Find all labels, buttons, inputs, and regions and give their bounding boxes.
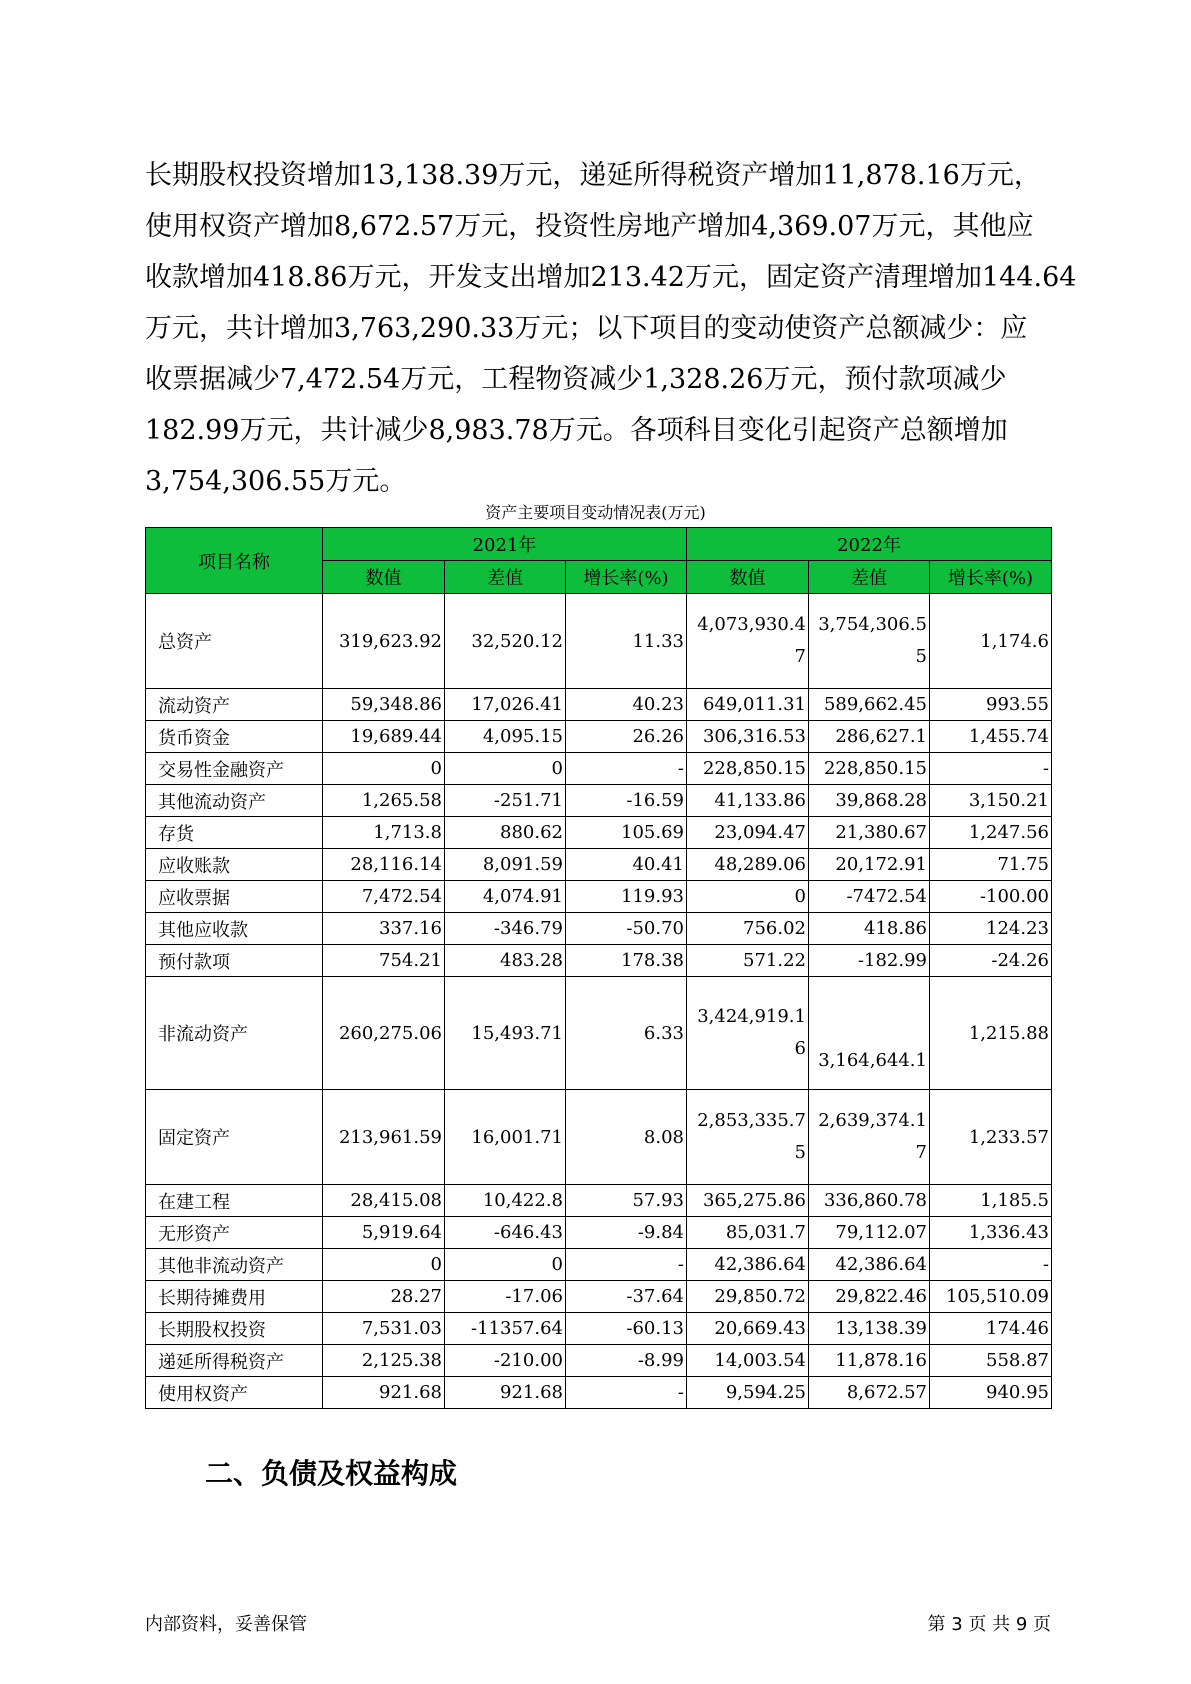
cell-value-2021: 1,265.58 xyxy=(323,785,445,817)
row-label: 交易性金融资产 xyxy=(146,753,323,785)
cell-rate-2021: - xyxy=(566,753,687,785)
cell-value-2021: 7,472.54 xyxy=(323,881,445,913)
cell-value-2022: 9,594.25 xyxy=(687,1377,809,1409)
cell-value-2022: 85,031.7 xyxy=(687,1217,809,1249)
subheader-rate-2022: 增长率(%) xyxy=(930,561,1052,594)
header-item-name: 项目名称 xyxy=(146,528,323,594)
header-year-2021: 2021年 xyxy=(323,528,687,561)
row-label: 其他应收款 xyxy=(146,913,323,945)
cell-rate-2021: -60.13 xyxy=(566,1313,687,1345)
cell-value-2021: 59,348.86 xyxy=(323,689,445,721)
cell-value-2022: 20,669.43 xyxy=(687,1313,809,1345)
cell-diff-2022: 11,878.16 xyxy=(809,1345,930,1377)
cell-rate-2022: 71.75 xyxy=(930,849,1052,881)
table-row xyxy=(146,1313,1052,1345)
cell-rate-2021: 26.26 xyxy=(566,721,687,753)
table-row xyxy=(146,1281,1052,1313)
cell-value-2022: 649,011.31 xyxy=(687,689,809,721)
cell-value-2021: 1,713.8 xyxy=(323,817,445,849)
cell-rate-2022: - xyxy=(930,1249,1052,1281)
cell-rate-2021: 8.08 xyxy=(566,1090,687,1185)
cell-value-2022: 365,275.86 xyxy=(687,1185,809,1217)
cell-rate-2022: 124.23 xyxy=(930,913,1052,945)
cell-diff-2021: 0 xyxy=(445,753,566,785)
row-label: 总资产 xyxy=(146,594,323,689)
cell-value-2021: 754.21 xyxy=(323,945,445,977)
cell-rate-2022: 105,510.09 xyxy=(930,1281,1052,1313)
cell-diff-2021: 483.28 xyxy=(445,945,566,977)
cell-rate-2022: 993.55 xyxy=(930,689,1052,721)
cell-diff-2022: 29,822.46 xyxy=(809,1281,930,1313)
cell-rate-2021: -37.64 xyxy=(566,1281,687,1313)
cell-diff-2022: 3,164,644.1 xyxy=(809,977,930,1090)
subheader-value-2021: 数值 xyxy=(323,561,445,594)
row-label: 存货 xyxy=(146,817,323,849)
cell-rate-2021: -50.70 xyxy=(566,913,687,945)
cell-value-2022: 3,424,919.16 xyxy=(687,977,809,1090)
table-row xyxy=(146,1217,1052,1249)
cell-value-2022: 756.02 xyxy=(687,913,809,945)
cell-rate-2022: - xyxy=(930,753,1052,785)
cell-value-2022: 42,386.64 xyxy=(687,1249,809,1281)
table-row xyxy=(146,977,1052,1090)
cell-diff-2021: 8,091.59 xyxy=(445,849,566,881)
cell-value-2021: 213,961.59 xyxy=(323,1090,445,1185)
cell-value-2021: 319,623.92 xyxy=(323,594,445,689)
cell-value-2022: 48,289.06 xyxy=(687,849,809,881)
cell-diff-2022: 39,868.28 xyxy=(809,785,930,817)
cell-value-2021: 0 xyxy=(323,1249,445,1281)
cell-rate-2022: 558.87 xyxy=(930,1345,1052,1377)
cell-value-2022: 306,316.53 xyxy=(687,721,809,753)
cell-rate-2021: -9.84 xyxy=(566,1217,687,1249)
cell-rate-2022: 3,150.21 xyxy=(930,785,1052,817)
cell-diff-2021: 16,001.71 xyxy=(445,1090,566,1185)
cell-rate-2021: 40.41 xyxy=(566,849,687,881)
row-label: 长期股权投资 xyxy=(146,1313,323,1345)
table-row xyxy=(146,1345,1052,1377)
cell-rate-2022: 1,455.74 xyxy=(930,721,1052,753)
cell-diff-2021: -17.06 xyxy=(445,1281,566,1313)
subheader-diff-2021: 差值 xyxy=(445,561,566,594)
row-label: 长期待摊费用 xyxy=(146,1281,323,1313)
cell-value-2021: 28,415.08 xyxy=(323,1185,445,1217)
table-row xyxy=(146,689,1052,721)
row-label: 无形资产 xyxy=(146,1217,323,1249)
cell-diff-2021: 4,095.15 xyxy=(445,721,566,753)
row-label: 货币资金 xyxy=(146,721,323,753)
cell-diff-2022: 8,672.57 xyxy=(809,1377,930,1409)
cell-value-2022: 29,850.72 xyxy=(687,1281,809,1313)
cell-value-2022: 14,003.54 xyxy=(687,1345,809,1377)
cell-rate-2022: 1,215.88 xyxy=(930,977,1052,1090)
row-label: 预付款项 xyxy=(146,945,323,977)
cell-value-2021: 28.27 xyxy=(323,1281,445,1313)
cell-value-2022: 41,133.86 xyxy=(687,785,809,817)
cell-rate-2021: - xyxy=(566,1249,687,1281)
cell-rate-2021: 40.23 xyxy=(566,689,687,721)
cell-diff-2021: 4,074.91 xyxy=(445,881,566,913)
cell-diff-2022: 2,639,374.17 xyxy=(809,1090,930,1185)
cell-value-2022: 4,073,930.47 xyxy=(687,594,809,689)
row-label: 使用权资产 xyxy=(146,1377,323,1409)
cell-diff-2021: -646.43 xyxy=(445,1217,566,1249)
cell-value-2021: 5,919.64 xyxy=(323,1217,445,1249)
row-label: 固定资产 xyxy=(146,1090,323,1185)
cell-rate-2021: -16.59 xyxy=(566,785,687,817)
table-row xyxy=(146,913,1052,945)
body-paragraph xyxy=(145,150,1077,507)
cell-diff-2021: 17,026.41 xyxy=(445,689,566,721)
cell-diff-2022: 418.86 xyxy=(809,913,930,945)
table-row xyxy=(146,881,1052,913)
paragraph-line: 使用权资产增加8,672.57万元，投资性房地产增加4,369.07万元，其他应 xyxy=(145,211,1034,242)
cell-diff-2021: 880.62 xyxy=(445,817,566,849)
table-row xyxy=(146,1249,1052,1281)
cell-value-2022: 0 xyxy=(687,881,809,913)
subheader-rate-2021: 增长率(%) xyxy=(566,561,687,594)
cell-rate-2022: -100.00 xyxy=(930,881,1052,913)
paragraph-line: 长期股权投资增加13,138.39万元，递延所得税资产增加11,878.16万元， xyxy=(145,160,1041,191)
cell-diff-2022: -182.99 xyxy=(809,945,930,977)
paragraph-line: 3,754,306.55万元。 xyxy=(145,466,407,497)
cell-rate-2022: 174.46 xyxy=(930,1313,1052,1345)
table-row xyxy=(146,594,1052,689)
cell-rate-2022: 1,185.5 xyxy=(930,1185,1052,1217)
cell-diff-2022: -7472.54 xyxy=(809,881,930,913)
cell-rate-2022: 1,233.57 xyxy=(930,1090,1052,1185)
cell-diff-2021: 15,493.71 xyxy=(445,977,566,1090)
table-row xyxy=(146,753,1052,785)
cell-rate-2022: 940.95 xyxy=(930,1377,1052,1409)
table-row xyxy=(146,785,1052,817)
cell-rate-2022: 1,336.43 xyxy=(930,1217,1052,1249)
table-row xyxy=(146,1377,1052,1409)
cell-diff-2022: 20,172.91 xyxy=(809,849,930,881)
cell-diff-2021: -210.00 xyxy=(445,1345,566,1377)
cell-diff-2021: 921.68 xyxy=(445,1377,566,1409)
cell-rate-2022: 1,174.6 xyxy=(930,594,1052,689)
paragraph-line: 收票据减少7,472.54万元，工程物资减少1,328.26万元，预付款项减少 xyxy=(145,364,1007,395)
paragraph-line: 收款增加418.86万元，开发支出增加213.42万元，固定资产清理增加144.64 xyxy=(145,262,1077,293)
cell-value-2021: 260,275.06 xyxy=(323,977,445,1090)
asset-change-table xyxy=(145,527,1052,1409)
cell-value-2021: 28,116.14 xyxy=(323,849,445,881)
cell-rate-2021: 178.38 xyxy=(566,945,687,977)
cell-rate-2021: -8.99 xyxy=(566,1345,687,1377)
cell-diff-2022: 21,380.67 xyxy=(809,817,930,849)
footer-confidential-note: 内部资料，妥善保管 xyxy=(145,1614,307,1635)
row-label: 应收账款 xyxy=(146,849,323,881)
cell-value-2021: 7,531.03 xyxy=(323,1313,445,1345)
row-label: 在建工程 xyxy=(146,1185,323,1217)
cell-value-2022: 571.22 xyxy=(687,945,809,977)
row-label: 其他流动资产 xyxy=(146,785,323,817)
cell-diff-2022: 3,754,306.55 xyxy=(809,594,930,689)
table-row xyxy=(146,849,1052,881)
cell-rate-2021: 6.33 xyxy=(566,977,687,1090)
row-label: 递延所得税资产 xyxy=(146,1345,323,1377)
cell-value-2022: 23,094.47 xyxy=(687,817,809,849)
header-year-2022: 2022年 xyxy=(687,528,1052,561)
cell-diff-2022: 79,112.07 xyxy=(809,1217,930,1249)
paragraph-line: 万元，共计增加3,763,290.33万元；以下项目的变动使资产总额减少：应 xyxy=(145,313,1028,344)
cell-diff-2021: -11357.64 xyxy=(445,1313,566,1345)
table-row xyxy=(146,1090,1052,1185)
subheader-diff-2022: 差值 xyxy=(809,561,930,594)
table-row xyxy=(146,1185,1052,1217)
subheader-value-2022: 数值 xyxy=(687,561,809,594)
cell-diff-2021: -251.71 xyxy=(445,785,566,817)
cell-rate-2021: 11.33 xyxy=(566,594,687,689)
cell-value-2022: 228,850.15 xyxy=(687,753,809,785)
cell-diff-2021: 0 xyxy=(445,1249,566,1281)
cell-diff-2021: -346.79 xyxy=(445,913,566,945)
table-row xyxy=(146,721,1052,753)
footer-page-number: 第 3 页 共 9 页 xyxy=(927,1614,1051,1635)
row-label: 其他非流动资产 xyxy=(146,1249,323,1281)
table-caption: 资产主要项目变动情况表(万元) xyxy=(485,503,706,522)
cell-value-2021: 19,689.44 xyxy=(323,721,445,753)
cell-diff-2022: 13,138.39 xyxy=(809,1313,930,1345)
cell-diff-2022: 336,860.78 xyxy=(809,1185,930,1217)
cell-rate-2022: -24.26 xyxy=(930,945,1052,977)
cell-value-2022: 2,853,335.75 xyxy=(687,1090,809,1185)
table-row xyxy=(146,817,1052,849)
cell-value-2021: 337.16 xyxy=(323,913,445,945)
cell-value-2021: 2,125.38 xyxy=(323,1345,445,1377)
paragraph-line: 182.99万元，共计减少8,983.78万元。各项科目变化引起资产总额增加 xyxy=(145,415,1008,446)
cell-rate-2021: - xyxy=(566,1377,687,1409)
section-heading: 二、负债及权益构成 xyxy=(205,1457,458,1490)
row-label: 流动资产 xyxy=(146,689,323,721)
cell-diff-2022: 286,627.1 xyxy=(809,721,930,753)
cell-diff-2021: 10,422.8 xyxy=(445,1185,566,1217)
cell-value-2021: 921.68 xyxy=(323,1377,445,1409)
row-label: 非流动资产 xyxy=(146,977,323,1090)
cell-diff-2022: 589,662.45 xyxy=(809,689,930,721)
row-label: 应收票据 xyxy=(146,881,323,913)
cell-value-2021: 0 xyxy=(323,753,445,785)
cell-diff-2021: 32,520.12 xyxy=(445,594,566,689)
cell-rate-2021: 57.93 xyxy=(566,1185,687,1217)
cell-rate-2021: 105.69 xyxy=(566,817,687,849)
cell-diff-2022: 42,386.64 xyxy=(809,1249,930,1281)
cell-rate-2021: 119.93 xyxy=(566,881,687,913)
cell-rate-2022: 1,247.56 xyxy=(930,817,1052,849)
cell-diff-2022: 228,850.15 xyxy=(809,753,930,785)
table-row xyxy=(146,945,1052,977)
